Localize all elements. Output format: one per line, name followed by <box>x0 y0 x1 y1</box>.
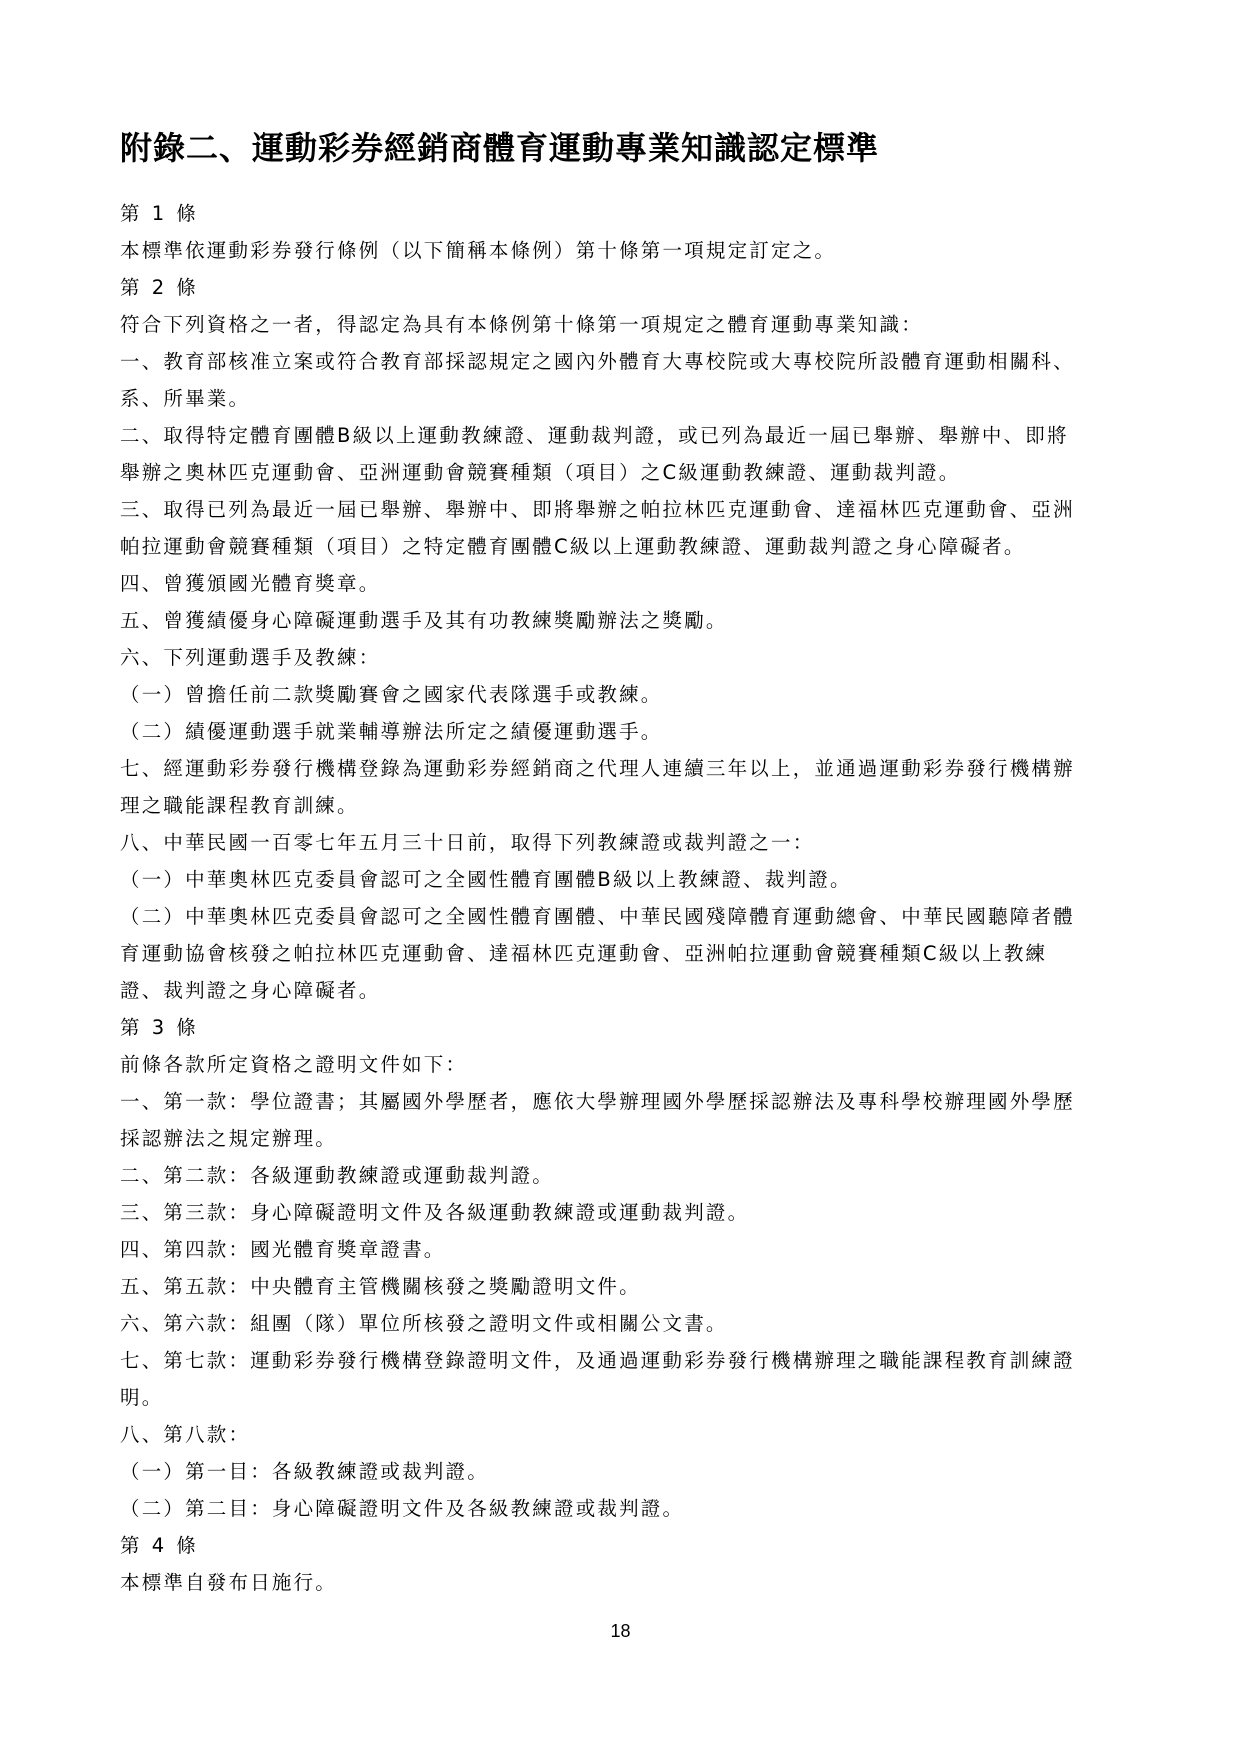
text-line: 一、第一款：學位證書；其屬國外學歷者，應依大學辦理國外學歷採認辦法及專科學校辦理國外學歷 <box>120 1090 1075 1113</box>
text-line: 五、曾獲績優身心障礙運動選手及其有功教練獎勵辦法之獎勵。 <box>120 609 728 632</box>
article-heading: 第 1 條 <box>120 202 199 225</box>
text-line: 八、第八款： <box>120 1423 251 1446</box>
text-line: （二）績優運動選手就業輔導辦法所定之績優運動選手。 <box>120 720 663 743</box>
text-line: 證、裁判證之身心障礙者。 <box>120 979 381 1002</box>
page-title: 附錄二、運動彩券經銷商體育運動專業知識認定標準 <box>120 129 880 167</box>
page-number: 18 <box>610 1621 631 1641</box>
text-line: 四、曾獲頒國光體育獎章。 <box>120 572 381 595</box>
article-heading: 第 4 條 <box>120 1534 199 1557</box>
text-line: 三、第三款：身心障礙證明文件及各級運動教練證或運動裁判證。 <box>120 1201 750 1224</box>
text-line: （二）第二目：身心障礙證明文件及各級教練證或裁判證。 <box>120 1497 685 1520</box>
text-line: 七、第七款：運動彩券發行機構登錄證明文件，及通過運動彩券發行機構辦理之職能課程教育訓練證 <box>120 1349 1075 1372</box>
article-heading: 第 2 條 <box>120 276 199 299</box>
document-body <box>120 195 1132 1601</box>
text-line: 符合下列資格之一者，得認定為具有本條例第十條第一項規定之體育運動專業知識： <box>120 313 923 336</box>
text-line: 舉辦之奧林匹克運動會、亞洲運動會競賽種類（項目）之C級運動教練證、運動裁判證。 <box>120 461 961 484</box>
text-line: 育運動協會核發之帕拉林匹克運動會、達福林匹克運動會、亞洲帕拉運動會競賽種類C級以上教練 <box>120 942 1048 965</box>
text-line: 系、所畢業。 <box>120 387 251 410</box>
text-line: 一、教育部核准立案或符合教育部採認規定之國內外體育大專校院或大專校院所設體育運動相關科、 <box>120 350 1075 373</box>
text-line: 六、第六款：組團（隊）單位所核發之證明文件或相關公文書。 <box>120 1312 728 1335</box>
text-line: （一）第一目：各級教練證或裁判證。 <box>120 1460 489 1483</box>
text-line: （一）中華奧林匹克委員會認可之全國性體育團體B級以上教練證、裁判證。 <box>120 868 852 891</box>
text-line: 本標準自發布日施行。 <box>120 1571 338 1594</box>
text-line: （一）曾擔任前二款獎勵賽會之國家代表隊選手或教練。 <box>120 683 663 706</box>
article-heading: 第 3 條 <box>120 1016 199 1039</box>
text-line: 八、中華民國一百零七年五月三十日前，取得下列教練證或裁判證之一： <box>120 831 815 854</box>
text-line: 六、下列運動選手及教練： <box>120 646 381 669</box>
text-line: 三、取得已列為最近一屆已舉辦、舉辦中、即將舉辦之帕拉林匹克運動會、達福林匹克運動會、亞洲 <box>120 498 1075 521</box>
text-line: （二）中華奧林匹克委員會認可之全國性體育團體、中華民國殘障體育運動總會、中華民國聽障者體 <box>120 905 1075 928</box>
text-line: 本標準依運動彩券發行條例（以下簡稱本條例）第十條第一項規定訂定之。 <box>120 239 837 262</box>
text-line: 採認辦法之規定辦理。 <box>120 1127 338 1150</box>
text-line: 四、第四款：國光體育獎章證書。 <box>120 1238 446 1261</box>
text-line: 明。 <box>120 1386 164 1409</box>
text-line: 二、第二款：各級運動教練證或運動裁判證。 <box>120 1164 555 1187</box>
text-line: 七、經運動彩券發行機構登錄為運動彩券經銷商之代理人連續三年以上，並通過運動彩券發行機構辦 <box>120 757 1075 780</box>
text-line: 二、取得特定體育團體B級以上運動教練證、運動裁判證，或已列為最近一屆已舉辦、舉辦中、即將 <box>120 424 1069 447</box>
text-line: 帕拉運動會競賽種類（項目）之特定體育團體C級以上運動教練證、運動裁判證之身心障礙者。 <box>120 535 1026 558</box>
text-line: 理之職能課程教育訓練。 <box>120 794 359 817</box>
text-line: 前條各款所定資格之證明文件如下： <box>120 1053 468 1076</box>
text-line: 五、第五款：中央體育主管機關核發之獎勵證明文件。 <box>120 1275 641 1298</box>
